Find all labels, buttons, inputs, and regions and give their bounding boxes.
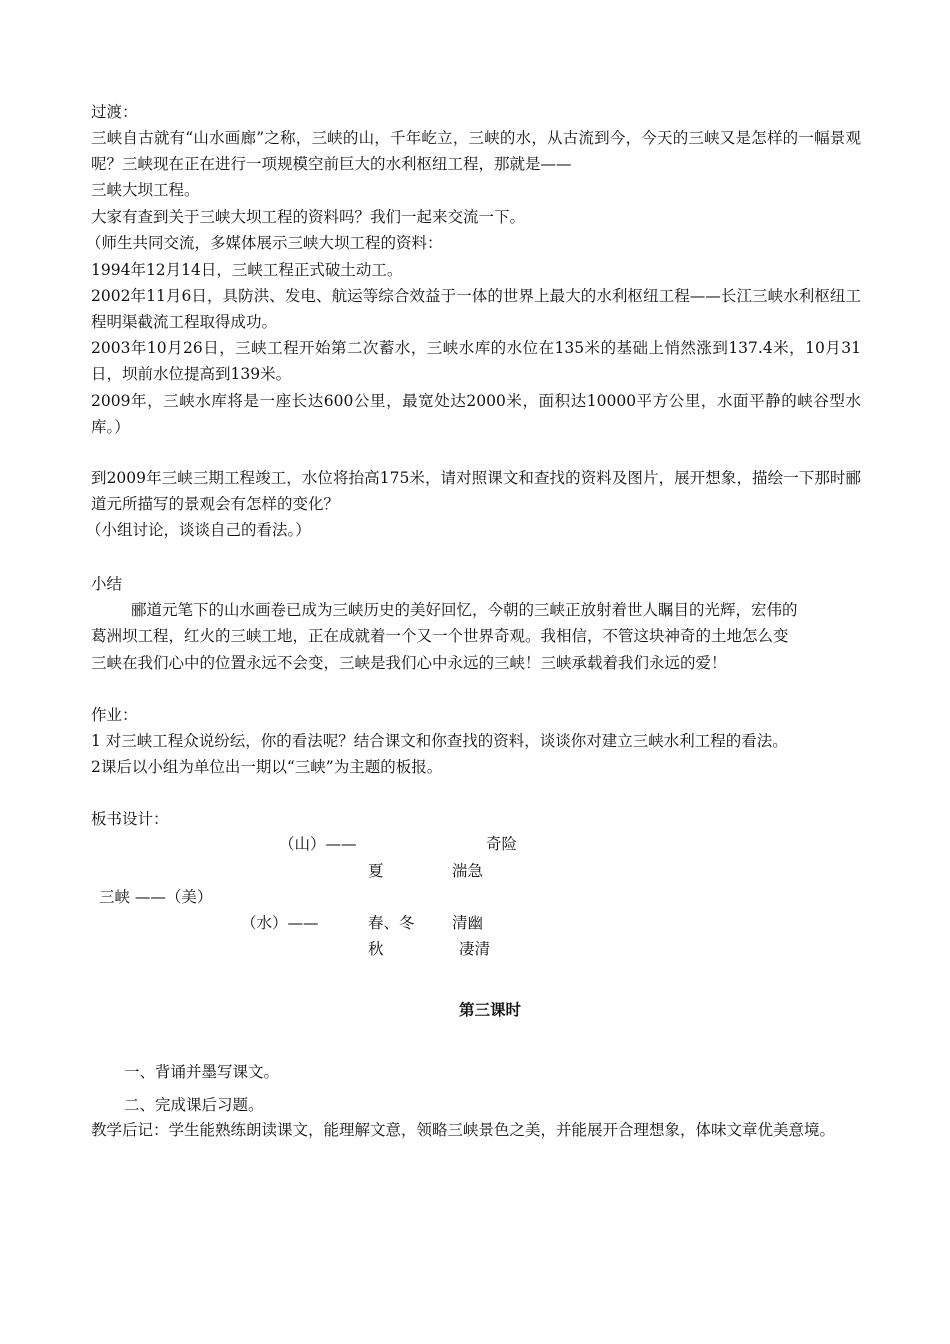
transition-paragraph-3: 大家有查到关于三峡大坝工程的资料吗？我们一起来交流一下。: [91, 208, 526, 226]
fact-2002: 2002年11月6日，具防洪、发电、航运等综合效益于一体的世界上最大的水利枢纽工程——长江三峡水利枢纽工程明渠截流工程取得成功。: [91, 287, 861, 331]
board-qingyou: 清幽: [452, 914, 484, 932]
homework-heading: 作业：: [91, 706, 138, 724]
homework-item-2: 2课后以小组为单位出一期以“三峡”为主题的板报。: [91, 758, 443, 776]
board-root: 三峡 ——（美）: [99, 888, 213, 906]
summary-line-3: 三峡在我们心中的位置永远不会变，三峡是我们心中永远的三峡！三峡承载着我们永远的爱！: [91, 654, 727, 672]
transition-paragraph-1: 三峡自古就有“山水画廊”之称，三峡的山，千年屹立，三峡的水，从古流到今，今天的三峡又是怎样的一幅景观呢？三峡现在正在进行一项规模空前巨大的水利枢纽工程，那就是——: [91, 129, 861, 173]
board-qiqing: 凄清: [459, 940, 491, 958]
fact-2003: 2003年10月26日，三峡工程开始第二次蓄水，三峡水库的水位在135米的基础上悄然涨到137.4米，10月31日，坝前水位提高到139米。: [91, 339, 861, 383]
transition-heading: 过渡：: [91, 103, 138, 121]
lesson3-title: 第三课时: [459, 1000, 522, 1019]
board-mountain: （山）——: [279, 835, 357, 853]
summary-heading: 小结: [91, 575, 123, 593]
board-qiu: 秋: [368, 940, 384, 958]
board-chundong: 春、冬: [368, 914, 415, 932]
summary-line-1: 郦道元笔下的山水画卷已成为三峡历史的美好回忆，今朝的三峡正放射着世人瞩目的光辉，宏伟的: [131, 601, 798, 619]
summary-line-2: 葛洲坝工程，红火的三峡工地，正在成就着一个又一个世界奇观。我相信，不管这块神奇的土地怎么变: [91, 627, 789, 645]
homework-item-1: 1 对三峡工程众说纷纭，你的看法呢？结合课文和你查找的资料，谈谈你对建立三峡水利工程的看法。: [91, 732, 788, 750]
lesson3-item-1: 一、背诵并墨写课文。: [124, 1063, 280, 1081]
board-water: （水）——: [241, 914, 319, 932]
board-tuanji: 湍急: [452, 862, 484, 880]
board-xia: 夏: [368, 862, 384, 880]
transition-paragraph-2: 三峡大坝工程。: [91, 181, 200, 199]
teaching-afterword: 教学后记：学生能熟练朗读课文，能理解文意，领略三峡景色之美，并能展开合理想象，体味文章优美意境。: [91, 1121, 836, 1139]
board-qixian: 奇险: [486, 835, 518, 853]
fact-1994: 1994年12月14日，三峡工程正式破土动工。: [91, 261, 403, 279]
board-heading: 板书设计：: [91, 810, 169, 828]
transition-paragraph-4: （师生共同交流，多媒体展示三峡大坝工程的资料：: [86, 234, 443, 252]
lesson3-item-2: 二、完成课后习题。: [124, 1096, 264, 1114]
discussion-question: 到2009年三峡三期工程竣工，水位将抬高175米，请对照课文和查找的资料及图片，展开想象，描绘一下那时郦道元所描写的景观会有怎样的变化？: [91, 469, 861, 513]
fact-2009: 2009年，三峡水库将是一座长达600公里，最宽处达2000米，面积达10000平方公里，水面平静的峡谷型水库。）: [91, 392, 861, 436]
discussion-note: （小组讨论，谈谈自己的看法。）: [86, 521, 311, 539]
